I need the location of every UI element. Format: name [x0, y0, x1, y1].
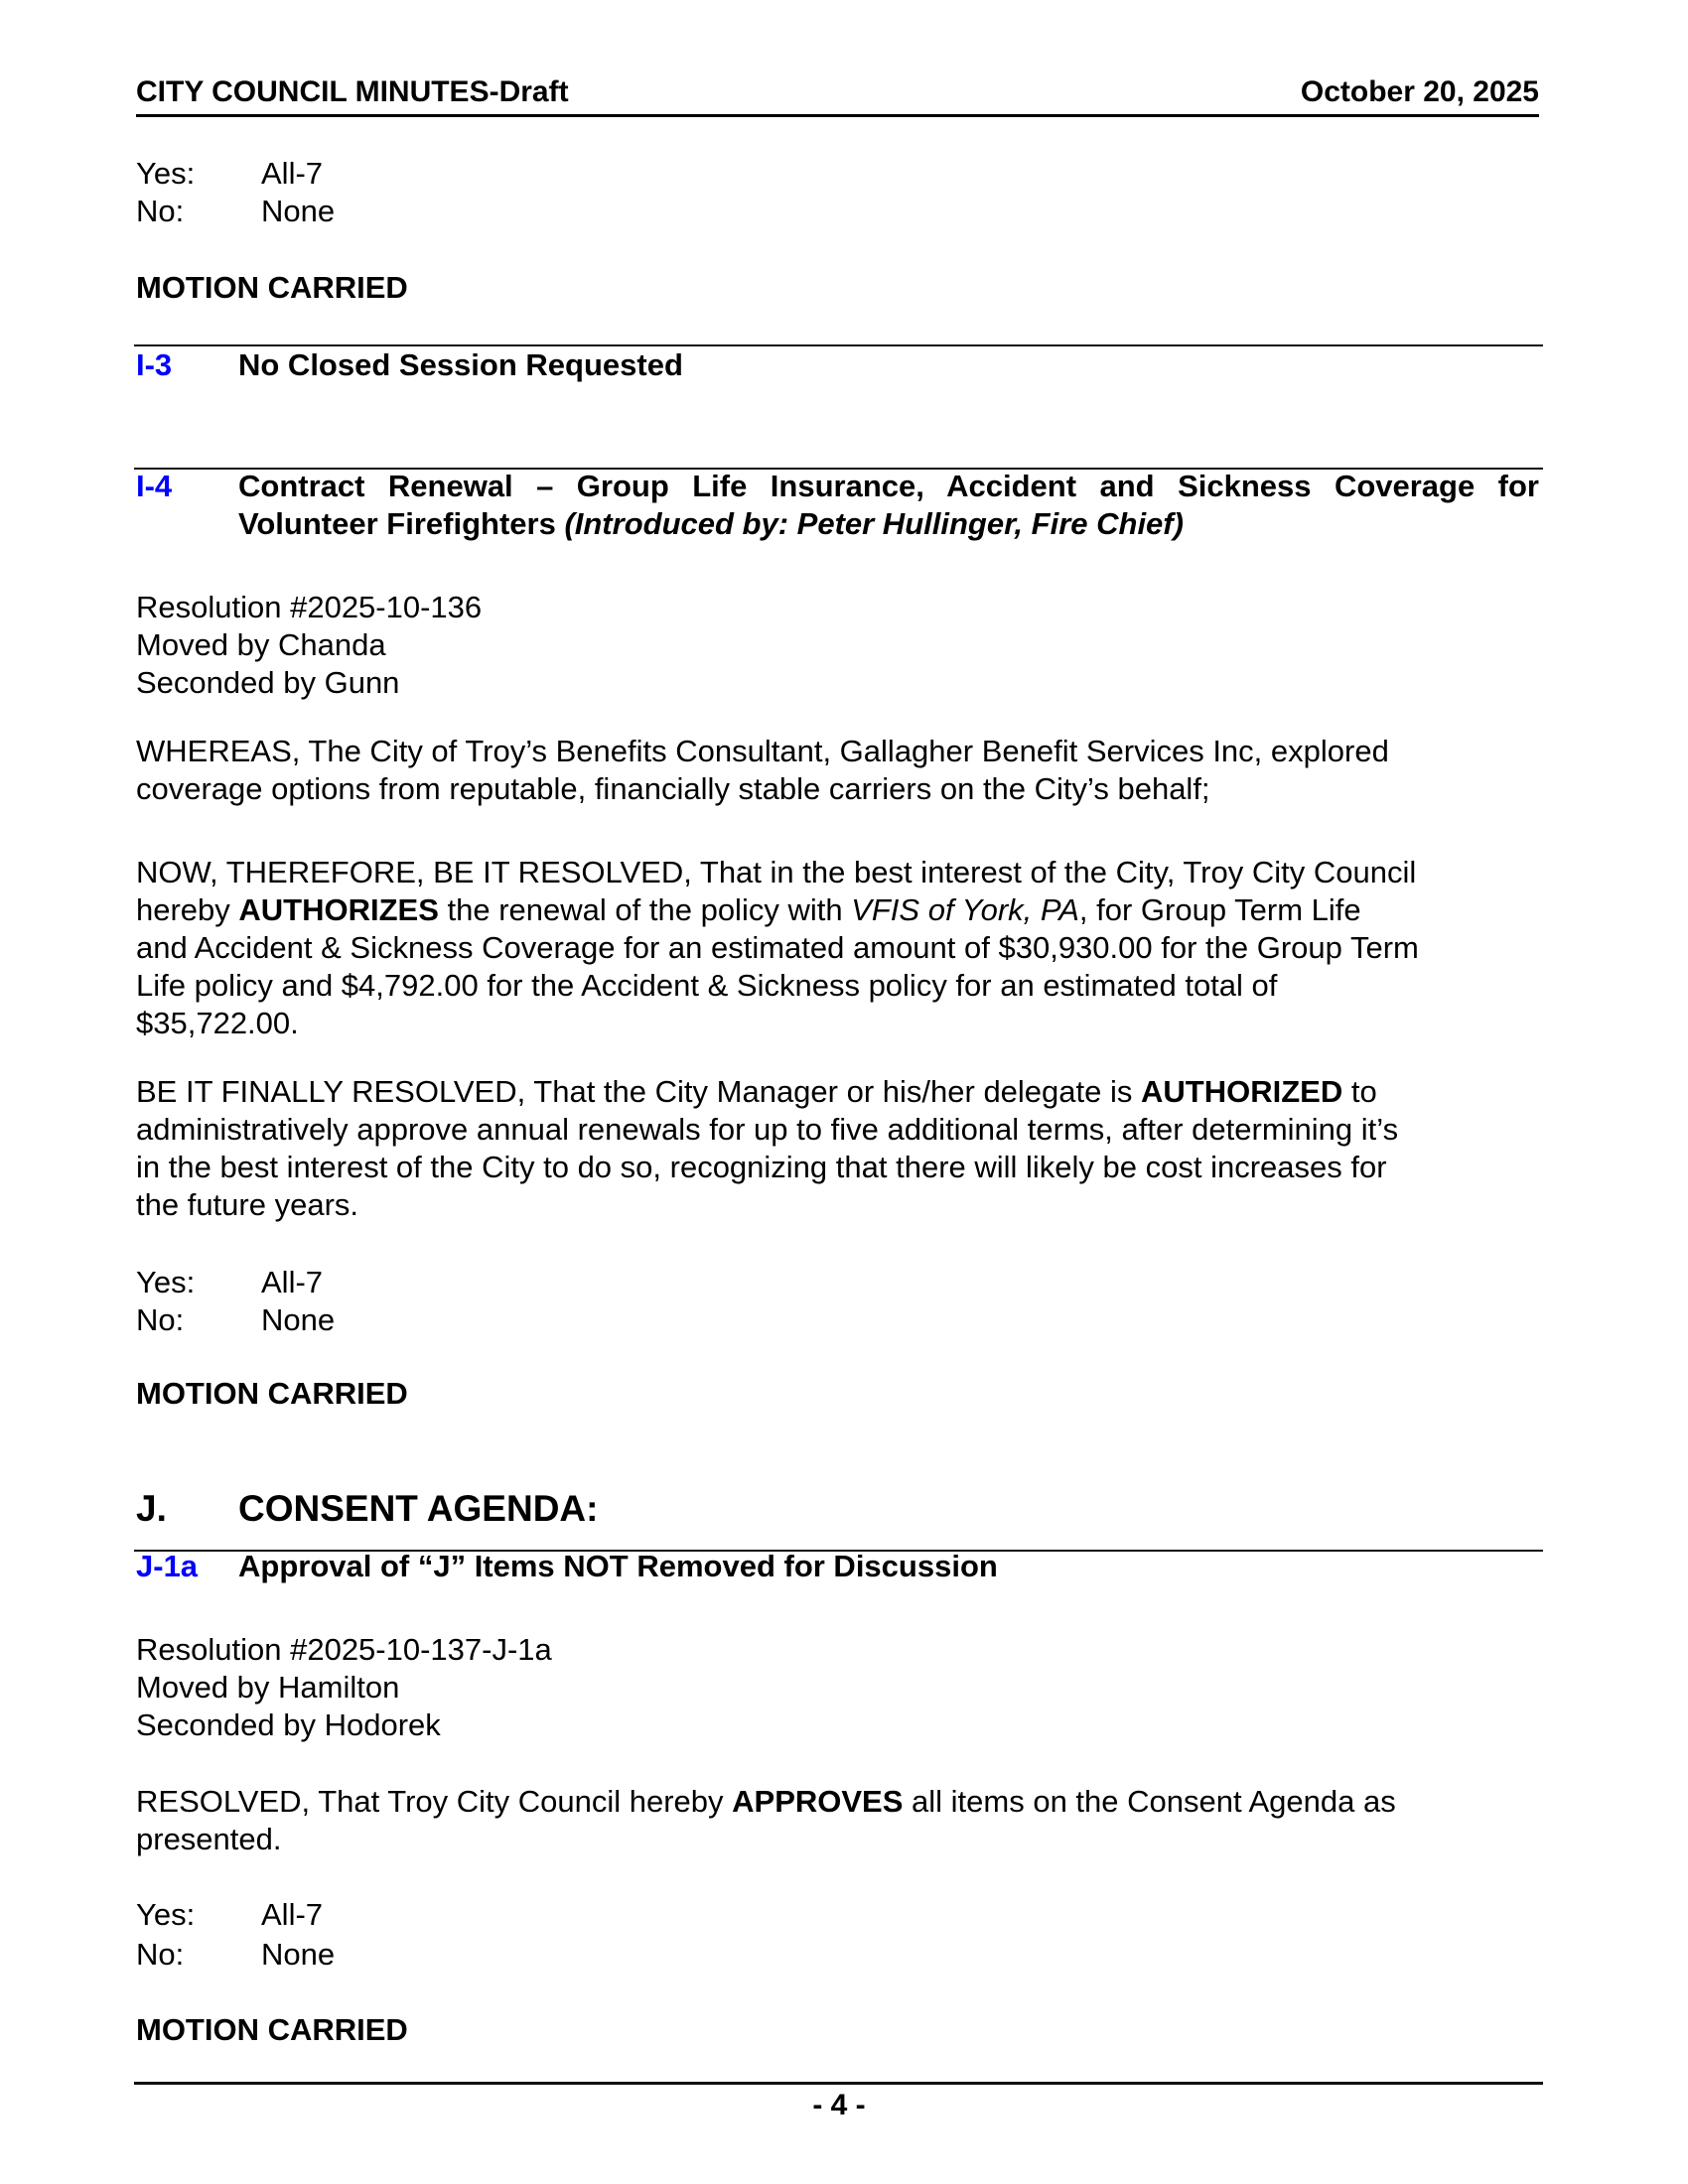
vote-yes-value: All-7 [261, 156, 324, 191]
vote-yes-value: All-7 [261, 1265, 324, 1299]
item-heading-j1a [136, 1548, 1539, 1585]
item-number: J-1a [136, 1549, 199, 1583]
item-number: I-3 [136, 347, 173, 382]
paragraph-line: WHEREAS, The City of Troy’s Benefits Consultant, Gallagher Benefit Services Inc, explored [136, 734, 1389, 768]
moved-by: Moved by Hamilton [136, 1670, 400, 1705]
vote-no-value: None [261, 194, 336, 228]
section-title: CONSENT AGENDA: [238, 1488, 599, 1529]
motion-result-top: MOTION CARRIED [136, 270, 408, 305]
item-title-line1: Contract Renewal – Group Life Insurance, Accident and Sickness Coverage for [238, 469, 1539, 503]
page-header [136, 74, 1539, 110]
vote-yes-label: Yes: [136, 1265, 196, 1299]
item-heading-i4 [136, 468, 1539, 543]
paragraph-line [136, 1073, 1398, 1111]
footer-rule [134, 2082, 1543, 2085]
authorized-emphasis: AUTHORIZED [1141, 1074, 1343, 1109]
text-run: the renewal of the policy with [438, 892, 852, 927]
paragraph-line: administratively approve annual renewals for up to five additional terms, after determining it’s [136, 1112, 1399, 1147]
item-title-line2: Volunteer Firefighters [238, 506, 556, 541]
section-letter: J. [136, 1488, 167, 1529]
finally-resolved-paragraph [136, 1073, 1398, 1224]
motion-result-j1a: MOTION CARRIED [136, 2012, 408, 2047]
vote-block-i4 [136, 1264, 335, 1339]
vote-yes-label: Yes: [136, 1897, 196, 1932]
resolution-number: Resolution #2025-10-137-J-1a [136, 1632, 552, 1667]
vote-block-top [136, 155, 335, 230]
resolution-meta-j1a [136, 1631, 552, 1744]
header-rule [136, 114, 1539, 117]
seconded-by: Seconded by Gunn [136, 665, 400, 700]
resolution-number: Resolution #2025-10-136 [136, 590, 483, 624]
introduced-by: (Introduced by: Peter Hullinger, Fire Chief) [564, 506, 1184, 541]
vote-yes-label: Yes: [136, 156, 196, 191]
paragraph-line [136, 891, 1419, 929]
header-title: CITY COUNCIL MINUTES-Draft [136, 75, 569, 108]
paragraph-line [136, 1783, 1396, 1821]
text-run: , for Group Term Life [1078, 892, 1361, 927]
section-heading-j [136, 1487, 1539, 1531]
page-number: - 4 - [812, 2089, 866, 2121]
paragraph-line: NOW, THEREFORE, BE IT RESOLVED, That in the best interest of the City, Troy City Council [136, 855, 1417, 889]
paragraph-line: and Accident & Sickness Coverage for an estimated amount of $30,930.00 for the Group Term [136, 930, 1419, 965]
item-title: No Closed Session Requested [238, 347, 683, 382]
seconded-by: Seconded by Hodorek [136, 1707, 441, 1742]
paragraph-line: $35,722.00. [136, 1006, 299, 1040]
vote-no-label: No: [136, 1302, 185, 1337]
authorizes-emphasis: AUTHORIZES [238, 892, 439, 927]
item-heading-i3 [136, 346, 1539, 384]
paragraph-line: in the best interest of the City to do so, recognizing that there will likely be cost increases for [136, 1150, 1387, 1184]
text-run: hereby [136, 892, 239, 927]
vote-block-j1a [136, 1896, 335, 1974]
paragraph-line: coverage options from reputable, financially stable carriers on the City’s behalf; [136, 771, 1210, 806]
header-date: October 20, 2025 [1300, 75, 1539, 108]
motion-result-i4: MOTION CARRIED [136, 1376, 408, 1411]
vote-no-label: No: [136, 1937, 185, 1972]
vote-no-label: No: [136, 194, 185, 228]
text-run: to [1342, 1074, 1377, 1109]
approves-emphasis: APPROVES [732, 1784, 904, 1819]
paragraph-line: presented. [136, 1822, 282, 1856]
item-number: I-4 [136, 469, 173, 503]
now-therefore-paragraph [136, 854, 1419, 1042]
vote-yes-value: All-7 [261, 1897, 324, 1932]
text-run: all items on the Consent Agenda as [903, 1784, 1396, 1819]
item-title: Approval of “J” Items NOT Removed for Discussion [238, 1549, 998, 1583]
moved-by: Moved by Chanda [136, 627, 386, 662]
paragraph-line: Life policy and $4,792.00 for the Accident & Sickness policy for an estimated total of [136, 968, 1278, 1003]
resolved-paragraph [136, 1783, 1396, 1858]
text-run: BE IT FINALLY RESOLVED, That the City Manager or his/her delegate is [136, 1074, 1141, 1109]
vote-no-value: None [261, 1302, 336, 1337]
vote-no-value: None [261, 1937, 336, 1972]
paragraph-line: the future years. [136, 1187, 359, 1222]
vendor-name: VFIS of York, PA [851, 892, 1079, 927]
whereas-paragraph [136, 733, 1389, 808]
resolution-meta-i4 [136, 589, 482, 702]
text-run: RESOLVED, That Troy City Council hereby [136, 1784, 733, 1819]
